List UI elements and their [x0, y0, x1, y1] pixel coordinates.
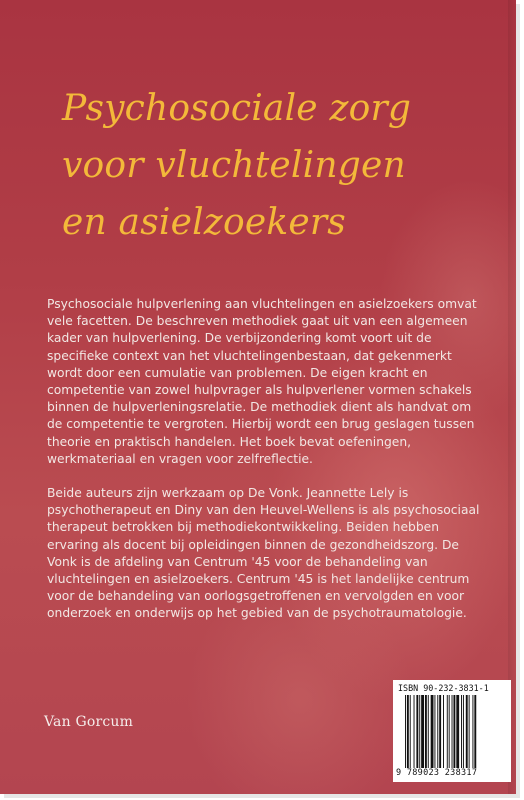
barcode-bar [416, 695, 418, 768]
barcode-bar [472, 695, 473, 768]
text-line: de competentie te vergroten. Hierbij wordt een brug geslagen tussen [47, 417, 475, 432]
barcode-bar [461, 695, 462, 768]
text-line: wordt door een cumulatie van problemen. De eigen kracht en [47, 365, 428, 380]
barcode-bar [466, 695, 468, 768]
ean-text: 9 789023 238317 [396, 768, 478, 778]
isbn-text: ISBN 90-232-3831-1 [398, 683, 489, 693]
barcode-icon [405, 695, 503, 768]
text-line: binnen de hulpverleningsrelatie. De methodiek dient als handvat om [47, 400, 472, 415]
barcode-bar [405, 695, 406, 768]
barcode-bar [434, 695, 435, 768]
barcode-bar [474, 695, 476, 768]
publisher-logo: Van Gorcum [44, 714, 134, 730]
barcode-bar [428, 695, 429, 768]
book-title [62, 80, 502, 251]
barcode-bar [407, 695, 409, 768]
title-line: Psychosociale zorg [62, 88, 412, 129]
text-line: kader van hulpverlening. De verbijzondering komt voort uit de [47, 331, 432, 346]
text-line: vluchtelingen en asielzoekers. Centrum '45 is het landelijke centrum [47, 572, 470, 587]
barcode-bar [452, 695, 453, 768]
barcode-label [393, 680, 511, 782]
barcode-bar [469, 695, 470, 768]
text-line: theorie en praktisch handelen. Het boek bevat oefeningen, [47, 434, 412, 449]
text-line: psychotherapeut en Diny van den Heuvel-Wellens is als psychosociaal [47, 503, 480, 518]
barcode-bar [463, 695, 464, 768]
barcode-bar [456, 695, 459, 768]
barcode-bar [439, 695, 441, 768]
barcode-bar [447, 695, 448, 768]
blurb-paragraph-description [47, 296, 497, 468]
barcode-bar [414, 695, 415, 768]
barcode-bar [453, 695, 455, 768]
text-line: Vonk is de afdeling van Centrum '45 voor de behandeling van [47, 554, 428, 569]
text-line: voor de behandeling van oorlogsgetroffenen en vervolgden en voor [47, 589, 465, 604]
barcode-bar [443, 695, 444, 768]
barcode-bar [419, 695, 420, 768]
text-line: competentie van zowel hulpvrager als hulpverlener vormen schakels [47, 383, 472, 398]
title-line: voor vluchtelingen [62, 145, 406, 186]
title-line: en asielzoekers [62, 202, 346, 243]
text-line: vele facetten. De beschreven methodiek gaat uit van een algemeen [47, 314, 468, 329]
barcode-bar [449, 695, 450, 768]
barcode-bar [425, 695, 427, 768]
barcode-bar [437, 695, 438, 768]
page-edge-shadow [508, 0, 516, 794]
text-line: Beide auteurs zijn werkzaam op De Vonk. Jeannette Lely is [47, 486, 409, 501]
text-line: onderzoek en onderwijs op het gebied van de psychotraumatologie. [47, 606, 467, 621]
text-line: therapeut betrokken bij methodiekontwikkeling. Beiden hebben [47, 520, 439, 535]
blurb-paragraph-authors [47, 485, 497, 623]
text-line: specifieke context van het vluchtelingenbestaan, dat gekenmerkt [47, 348, 452, 363]
blurb [47, 296, 497, 623]
text-line: ervaring als docent bij opleidingen binnen de gezondheidszorg. De [47, 537, 459, 552]
text-line: werkmateriaal en vragen voor zelfreflectie. [47, 451, 313, 466]
text-line: Psychosociale hulpverlening aan vluchtelingen en asielzoekers omvat [47, 297, 477, 311]
barcode-bar [431, 695, 434, 768]
barcode-bar [421, 695, 424, 768]
barcode-bar [410, 695, 411, 768]
